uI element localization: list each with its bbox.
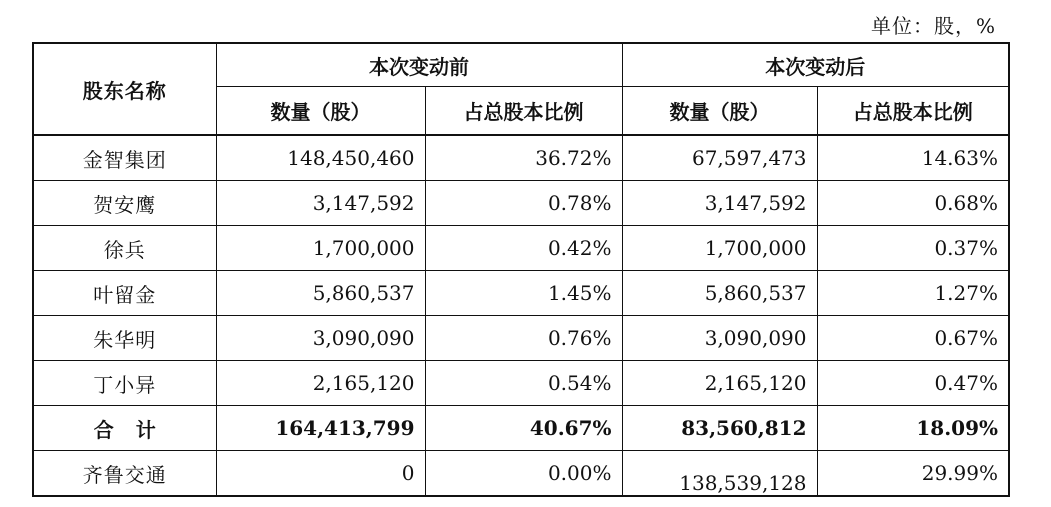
after-ratio: 0.37% bbox=[817, 226, 1009, 271]
before-ratio: 0.78% bbox=[425, 181, 622, 226]
table-row bbox=[33, 361, 1009, 406]
after-ratio: 29.99% bbox=[817, 451, 1009, 497]
before-ratio: 36.72% bbox=[425, 135, 622, 181]
after-quantity: 5,860,537 bbox=[622, 271, 817, 316]
before-ratio-header: 占总股本比例 bbox=[425, 87, 622, 136]
after-quantity: 1,700,000 bbox=[622, 226, 817, 271]
before-quantity: 3,147,592 bbox=[216, 181, 425, 226]
after-quantity: 67,597,473 bbox=[622, 135, 817, 181]
before-ratio: 0.00% bbox=[425, 451, 622, 497]
shareholding-change-table bbox=[32, 42, 1010, 497]
total-after-quantity: 83,560,812 bbox=[622, 406, 817, 451]
after-ratio: 14.63% bbox=[817, 135, 1009, 181]
before-change-header: 本次变动前 bbox=[216, 43, 622, 87]
table-row bbox=[33, 135, 1009, 181]
before-ratio: 0.42% bbox=[425, 226, 622, 271]
after-ratio: 0.68% bbox=[817, 181, 1009, 226]
table-header bbox=[33, 43, 1009, 135]
table-row bbox=[33, 271, 1009, 316]
before-quantity: 2,165,120 bbox=[216, 361, 425, 406]
after-change-header: 本次变动后 bbox=[622, 43, 1009, 87]
before-ratio: 0.76% bbox=[425, 316, 622, 361]
total-before-quantity: 164,413,799 bbox=[216, 406, 425, 451]
table-row bbox=[33, 316, 1009, 361]
table-row bbox=[33, 451, 1009, 497]
table-row bbox=[33, 181, 1009, 226]
before-quantity: 1,700,000 bbox=[216, 226, 425, 271]
shareholder-name: 丁小异 bbox=[33, 361, 216, 406]
shareholder-name-header: 股东名称 bbox=[33, 43, 216, 135]
shareholder-name: 贺安鹰 bbox=[33, 181, 216, 226]
table-body bbox=[33, 135, 1009, 496]
total-row bbox=[33, 406, 1009, 451]
after-quantity: 3,090,090 bbox=[622, 316, 817, 361]
after-ratio: 1.27% bbox=[817, 271, 1009, 316]
shareholder-name: 金智集团 bbox=[33, 135, 216, 181]
after-quantity: 2,165,120 bbox=[622, 361, 817, 406]
after-quantity: 138,539,128 bbox=[622, 451, 817, 497]
shareholder-name: 徐兵 bbox=[33, 226, 216, 271]
before-quantity: 148,450,460 bbox=[216, 135, 425, 181]
before-ratio: 0.54% bbox=[425, 361, 622, 406]
unit-note: 单位：股，% bbox=[870, 14, 996, 38]
after-ratio: 0.47% bbox=[817, 361, 1009, 406]
after-quantity: 3,147,592 bbox=[622, 181, 817, 226]
before-ratio: 1.45% bbox=[425, 271, 622, 316]
before-quantity-header: 数量（股） bbox=[216, 87, 425, 136]
shareholder-name: 叶留金 bbox=[33, 271, 216, 316]
total-label: 合计 bbox=[33, 406, 216, 451]
after-ratio-header: 占总股本比例 bbox=[817, 87, 1009, 136]
before-quantity: 3,090,090 bbox=[216, 316, 425, 361]
after-quantity-header: 数量（股） bbox=[622, 87, 817, 136]
total-after-ratio: 18.09% bbox=[817, 406, 1009, 451]
before-quantity: 5,860,537 bbox=[216, 271, 425, 316]
shareholder-name: 齐鲁交通 bbox=[33, 451, 216, 497]
before-quantity: 0 bbox=[216, 451, 425, 497]
shareholder-name: 朱华明 bbox=[33, 316, 216, 361]
after-ratio: 0.67% bbox=[817, 316, 1009, 361]
table-row bbox=[33, 226, 1009, 271]
total-before-ratio: 40.67% bbox=[425, 406, 622, 451]
